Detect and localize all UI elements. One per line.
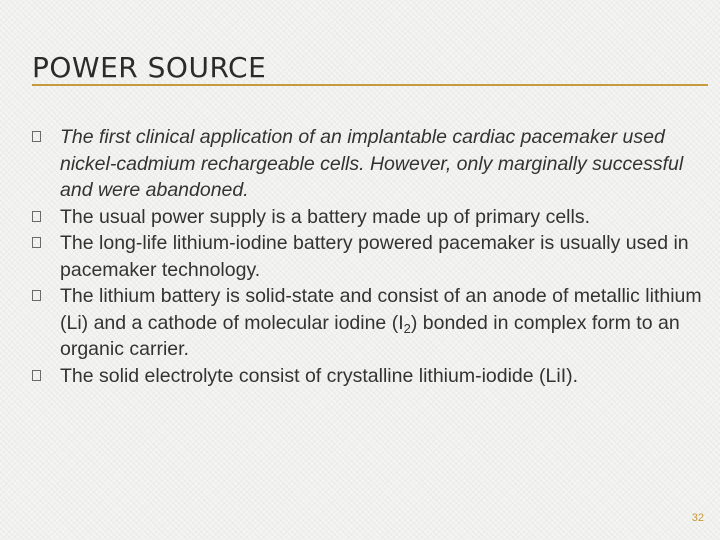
bullet-text-part: ) bonded in complex form to an organic carrier.: [60, 311, 680, 360]
bullet-text: The long-life lithium-iodine battery powered pacemaker is usually used in pacemaker technology.: [60, 232, 689, 281]
bullet-item: [32, 124, 712, 204]
bullet-text: [60, 285, 702, 360]
bullet-item: [32, 363, 712, 390]
bullet-item: [32, 204, 712, 231]
bullet-text: The solid electrolyte consist of crystalline lithium-iodide (LiI).: [60, 364, 579, 387]
square-bullet-icon: [32, 290, 41, 301]
square-bullet-icon: [32, 211, 41, 222]
bullet-item: [32, 283, 712, 363]
slide-title: POWER SOURCE: [32, 51, 267, 84]
bullet-item: [32, 230, 712, 283]
page-number: 32: [691, 512, 704, 524]
bullet-text: The first clinical application of an implantable cardiac pacemaker used nickel-cadmium rechargeable cells. However, only marginally successful and were abandoned.: [60, 126, 684, 201]
square-bullet-icon: [32, 370, 41, 381]
bullet-list: [32, 124, 712, 389]
bullet-text: The usual power supply is a battery made up of primary cells.: [60, 205, 590, 228]
subscript: 2: [403, 320, 411, 336]
square-bullet-icon: [32, 131, 41, 142]
bullet-text-part: The lithium battery is solid-state and consist of an anode of metallic lithium (Li) and a cathode of molecular iodine (I: [60, 285, 702, 334]
title-underline: [32, 84, 708, 86]
square-bullet-icon: [32, 237, 41, 248]
